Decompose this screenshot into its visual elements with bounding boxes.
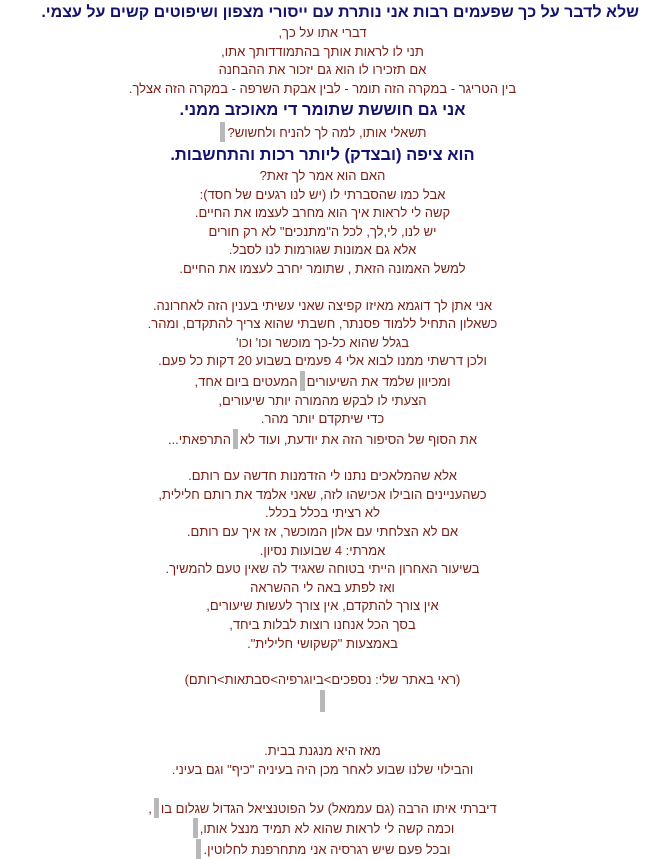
reply-line (6, 371, 639, 392)
quoted-heading-1: שלא לדבר על כך שפעמים רבות אני נותרת עם ייסורי מצפון ושיפוטים קשים על עצמי. (41, 4, 639, 21)
site-reference-line: (ראי באתר שלי: נספכים>ביוגרפיה>סבתאות>רותם) (184, 672, 461, 688)
reply-text: ובכל פעם שיש רגרסיה אני מתחרפנת לחלוטין. (203, 841, 451, 857)
reply-line: אלא גם אמונות שגורמות לנו לסבל. (228, 242, 417, 258)
reply-line: הצעתי לו לבקש מהמורה יותר שיעורים, (218, 392, 427, 408)
reply-line: ולכן דרשתי ממנו לבוא אלי 4 פעמים בשבוע 20 דקות כל פעם. (158, 353, 487, 369)
reply-text: וכמה קשה לי לראות שהוא לא תמיד מנצל אותו, (199, 821, 455, 837)
reply-line: אם תזכירו לו הוא גם יזכור את ההבחנה (218, 62, 427, 78)
paragraph-gap (6, 780, 639, 798)
reply-line: ואז לפתע באה לי ההשראה (250, 579, 395, 595)
reply-line: כשאלון התחיל ללמוד פסנתר, חשבתי שהוא צריך להתקדם, ומהר. (147, 316, 498, 332)
text-cursor-marker (233, 429, 238, 449)
reply-line: בגלל שהוא כל-כך מוכשר וכו' וכו' (236, 334, 409, 350)
reply-line (6, 122, 639, 143)
reply-line: אבל כמו שהסברתי לו (יש לנו רגעים של חסד): (199, 186, 446, 202)
reply-line: האם הוא אמר לך זאת? (259, 167, 386, 183)
reply-line: אני אתן לך דוגמא מאיזו קפיצה שאני עשיתי בענין הזה לאחרונה. (152, 297, 493, 313)
reply-line: יש לנו, לי,לך, לכל ה"מתנכים" לא רק חורים (208, 223, 437, 239)
reply-line: תני לו לראות אותך בהתמודדותך אתו, (221, 43, 424, 59)
reply-line: בסך הכל אנחנו רוצות לבלות ביחד, (229, 617, 416, 633)
text-cursor-marker (154, 798, 159, 818)
reply-line: בין הטריגר - במקרה הזה תומר - לבין אבקת השרפה - במקרה הזה אצלך. (128, 80, 517, 96)
paragraph-gap (6, 279, 639, 297)
reply-line: אין צורך להתקדם, אין צורך לעשות שיעורים, (206, 598, 439, 614)
reply-line: כדי שיתקדם יותר מהר. (260, 411, 385, 427)
reply-text: תשאלי אותו, למה לך להניח ולחשוש? (227, 125, 427, 141)
paragraph-gap (6, 712, 639, 742)
reply-line: מאז היא מנגנת בבית. (264, 743, 381, 759)
marker-line (6, 690, 639, 713)
reply-line: והבילוי שלנו שבוע לאחר מכן היה בעיניה "כיף" וגם בעיני. (171, 762, 474, 777)
reply-line: לא רציתי בכלל בכלל. (265, 505, 380, 521)
reply-line: דיברתי איתו הרבה (גם עממאל) על הפוטנציאל הגדול שגלום בו, (6, 798, 639, 819)
reply-text-tail: המעטים ביום אחד, (194, 373, 298, 389)
text-cursor-marker (196, 839, 201, 859)
quoted-heading-2: אני גם חוששת שתומר די מאוכזב ממני. (179, 101, 466, 120)
reply-text: ומכיוון שלמד את השיעורים (306, 373, 451, 389)
reply-line: דברי אתו על כך, (278, 25, 367, 40)
text-cursor-marker (193, 818, 198, 838)
text-cursor-marker (300, 371, 305, 391)
reply-text: את הסוף של הסיפור הזה את יודעת, ועוד לא (240, 431, 478, 447)
reply-text: דיברתי איתו הרבה (גם עממאל) על הפוטנציאל הגדול שגלום בו (160, 800, 497, 816)
reply-line: אלא שהמלאכים נתנו לי הזדמנות חדשה עם רותם. (188, 468, 457, 484)
reply-line: כשהעניינים הובילו אכישהו לזה, שאני אלמד את רותם חלילית, (158, 486, 487, 502)
text-cursor-marker (320, 690, 325, 712)
reply-line (6, 818, 639, 839)
text-cursor-marker (220, 122, 225, 142)
reply-line: למשל האמונה הזאת , שתומר יחרב לעצמו את החיים. (179, 260, 466, 276)
reply-line: אמרתי: 4 שבועות נסיון. (259, 542, 386, 558)
quoted-heading-3: הוא ציפה (ובצדק) ליותר רכות והתחשבות. (170, 145, 475, 164)
reply-line: בשיעור האחרון הייתי בטוחה שאגיד לה שאין טעם להמשיך. (165, 561, 480, 577)
reply-line: קשה לי לראות איך הוא מחרב לעצמו את החיים. (194, 205, 451, 221)
reply-line: אם לא הצלחתי עם אלון המוכשר, אז איך עם רותם. (186, 524, 459, 540)
reply-line (6, 429, 639, 450)
paragraph-gap (6, 653, 639, 671)
reply-line (6, 839, 639, 859)
reply-text-tail: התרפאתי... (167, 431, 232, 447)
paragraph-gap (6, 449, 639, 467)
reply-line: באמצעות "קשקושי חלילית". (247, 635, 398, 651)
